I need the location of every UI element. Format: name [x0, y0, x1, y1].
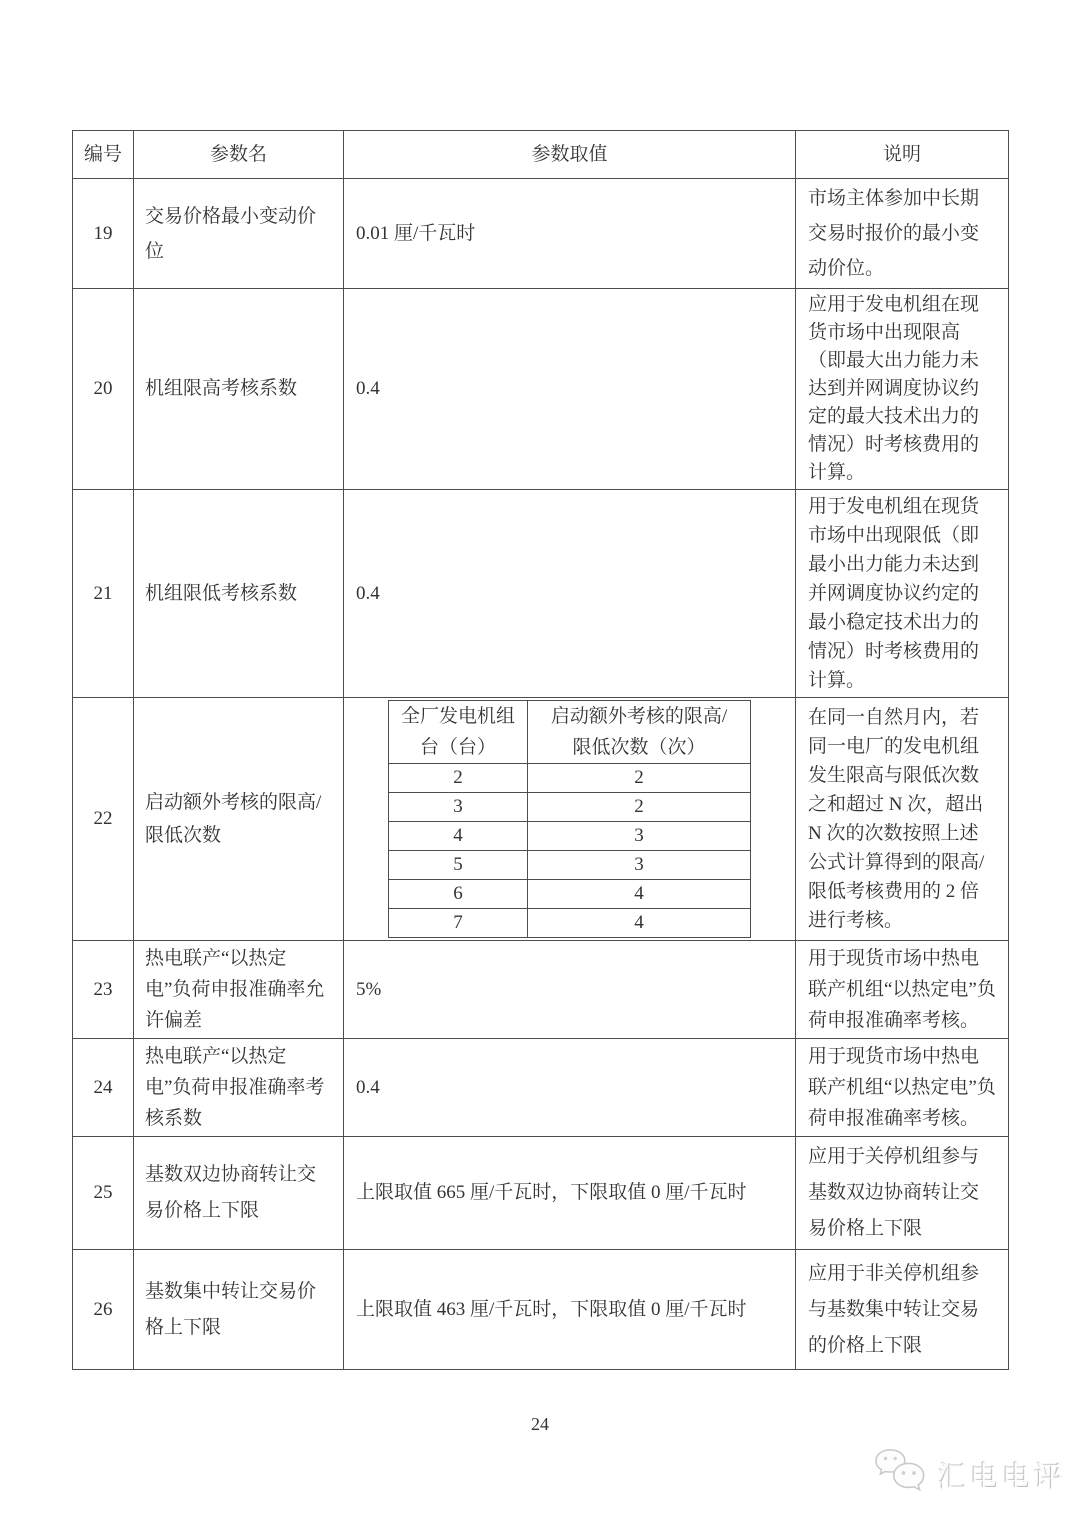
row-id: 23: [73, 941, 134, 1039]
row-id: 25: [73, 1137, 134, 1250]
table-header-row: [73, 131, 1009, 179]
table-row-25: [73, 1137, 1009, 1250]
table-row-22: [73, 698, 1009, 941]
table-row-26: [73, 1250, 1009, 1370]
table-row-20: [73, 289, 1009, 490]
inner-cell-times: 4: [528, 880, 751, 909]
row-id: 26: [73, 1250, 134, 1370]
row-id: 21: [73, 490, 134, 698]
param-note: 用于现货市场中热电联产机组“以热定电”负荷申报准确率考核。: [796, 1039, 1009, 1137]
param-value-nested-table-cell: [344, 698, 796, 941]
header-cell-note: 说明: [796, 131, 1009, 179]
param-name: 热电联产“以热定电”负荷申报准确率考核系数: [134, 1039, 344, 1137]
param-value: 0.4: [344, 289, 796, 490]
param-note: 用于现货市场中热电联产机组“以热定电”负荷申报准确率考核。: [796, 941, 1009, 1039]
param-name: 基数双边协商转让交易价格上下限: [134, 1137, 344, 1250]
inner-cell-units: 5: [389, 851, 528, 880]
param-value: 5%: [344, 941, 796, 1039]
row-id: 19: [73, 179, 134, 289]
inner-cell-units: 2: [389, 764, 528, 793]
header-cell-name: 参数名: [134, 131, 344, 179]
param-name: 热电联产“以热定电”负荷申报准确率允许偏差: [134, 941, 344, 1039]
header-cell-value: 参数取值: [344, 131, 796, 179]
param-value: 上限取值 463 厘/千瓦时，下限取值 0 厘/千瓦时: [344, 1250, 796, 1370]
watermark-text: 汇电电评: [937, 1462, 1066, 1494]
param-value: 0.4: [344, 490, 796, 698]
param-name: 机组限低考核系数: [134, 490, 344, 698]
param-note: 市场主体参加中长期交易时报价的最小变动价位。: [796, 179, 1009, 289]
param-note: 应用于关停机组参与基数双边协商转让交易价格上下限: [796, 1137, 1009, 1250]
inner-cell-units: 6: [389, 880, 528, 909]
wechat-chat-bubbles-icon: [871, 1447, 929, 1504]
inner-cell-times: 2: [528, 793, 751, 822]
header-cell-id: 编号: [73, 131, 134, 179]
table-row-24: [73, 1039, 1009, 1137]
startup-penalty-limits-table: [388, 700, 751, 938]
inner-cell-units: 7: [389, 909, 528, 938]
parameter-table: [72, 130, 1009, 1370]
table-row-19: [73, 179, 1009, 289]
inner-cell-units: 4: [389, 822, 528, 851]
inner-row: [389, 880, 751, 909]
inner-row: [389, 793, 751, 822]
inner-row: [389, 909, 751, 938]
inner-cell-times: 3: [528, 822, 751, 851]
table-row-23: [73, 941, 1009, 1039]
inner-header-row: [389, 701, 751, 764]
inner-row: [389, 851, 751, 880]
row-id: 24: [73, 1039, 134, 1137]
row-id: 22: [73, 698, 134, 941]
table-row-21: [73, 490, 1009, 698]
param-value: 0.4: [344, 1039, 796, 1137]
inner-cell-units: 3: [389, 793, 528, 822]
param-name: 交易价格最小变动价位: [134, 179, 344, 289]
inner-cell-times: 3: [528, 851, 751, 880]
param-note: 应用于发电机组在现货市场中出现限高（即最大出力能力未达到并网调度协议约定的最大技术出力的情况）时考核费用的计算。: [796, 289, 1009, 490]
param-value: 上限取值 665 厘/千瓦时，下限取值 0 厘/千瓦时: [344, 1137, 796, 1250]
param-note: 在同一自然月内，若同一电厂的发电机组发生限高与限低次数之和超过 N 次，超出 N 次的次数按照上述公式计算得到的限高/限低考核费用的 2 倍进行考核。: [796, 698, 1009, 941]
param-name: 基数集中转让交易价格上下限: [134, 1250, 344, 1370]
inner-cell-times: 4: [528, 909, 751, 938]
param-name: 启动额外考核的限高/限低次数: [134, 698, 344, 941]
param-note: 应用于非关停机组参与基数集中转让交易的价格上下限: [796, 1250, 1009, 1370]
watermark: [871, 1447, 1066, 1504]
inner-cell-times: 2: [528, 764, 751, 793]
inner-header-units: 全厂发电机组台（台）: [389, 701, 528, 764]
page-number: 24: [531, 1414, 549, 1434]
row-id: 20: [73, 289, 134, 490]
param-name: 机组限高考核系数: [134, 289, 344, 490]
param-value: 0.01 厘/千瓦时: [344, 179, 796, 289]
inner-row: [389, 822, 751, 851]
param-note: 用于发电机组在现货市场中出现限低（即最小出力能力未达到并网调度协议约定的最小稳定技术出力的情况）时考核费用的计算。: [796, 490, 1009, 698]
inner-header-times: 启动额外考核的限高/限低次数（次）: [528, 701, 751, 764]
inner-row: [389, 764, 751, 793]
